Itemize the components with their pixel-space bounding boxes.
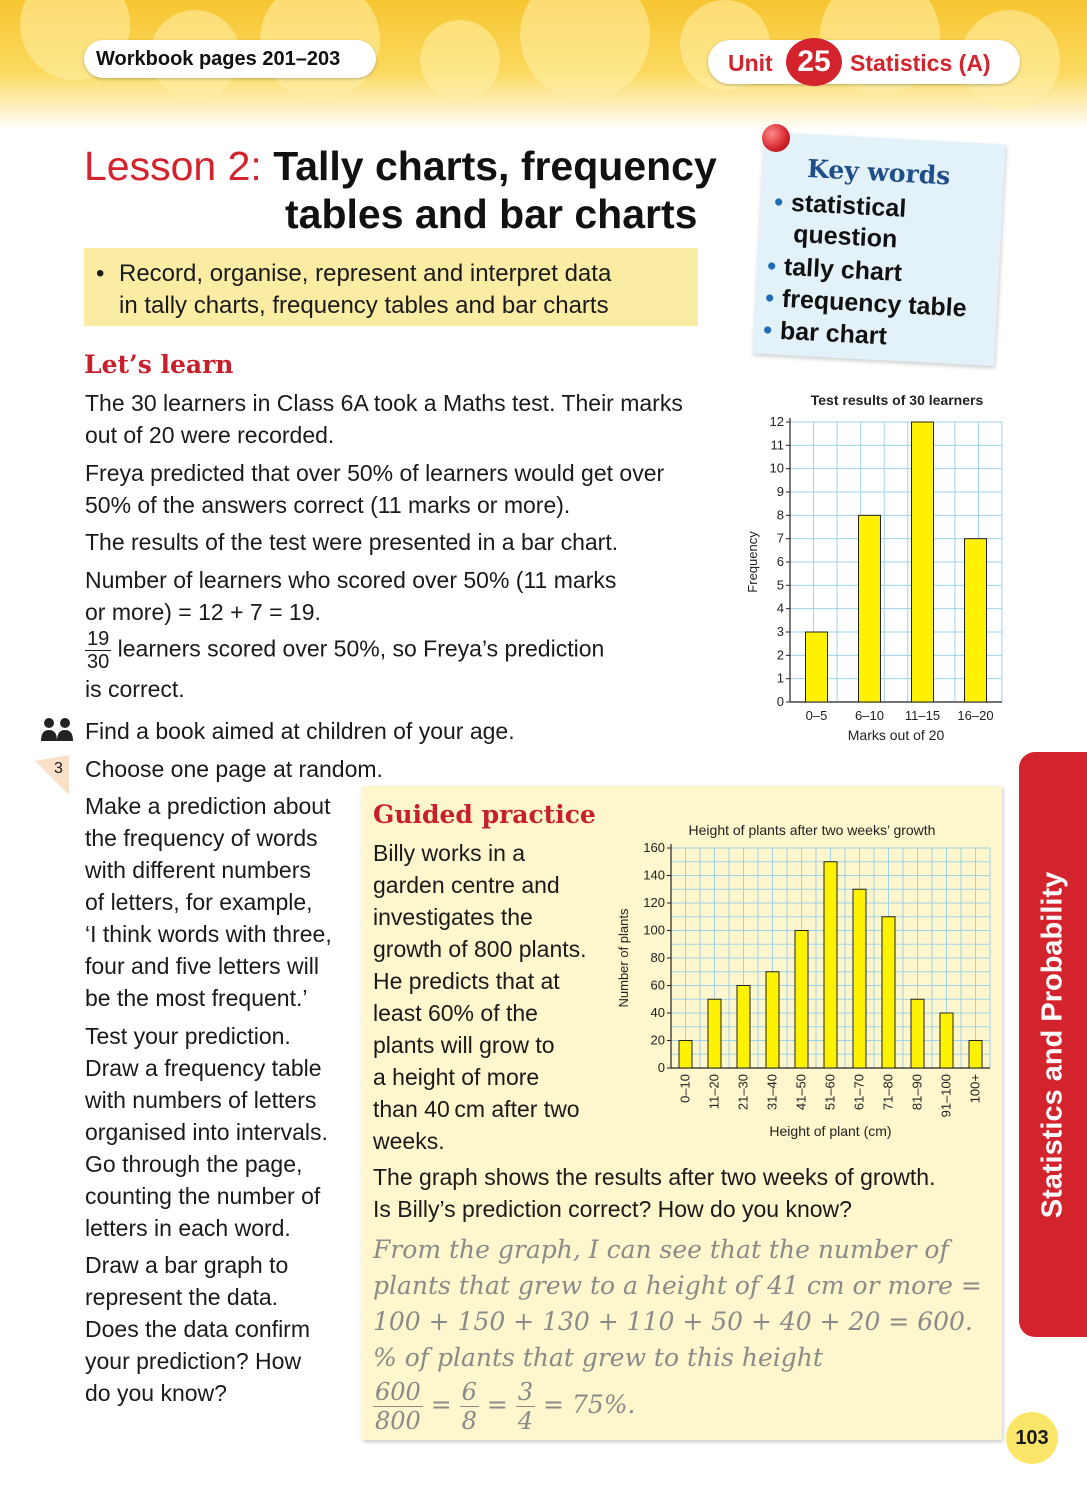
lesson-title bbox=[84, 142, 717, 238]
unit-badge bbox=[708, 40, 1020, 84]
x-axis-label: Height of plant (cm) bbox=[769, 1123, 892, 1139]
pushpin-icon bbox=[762, 124, 790, 152]
y-tick-label: 160 bbox=[643, 840, 665, 855]
fraction: $\frac{6}{8}$ bbox=[461, 1378, 477, 1435]
lesson-objective: • Record, organise, represent and interpret data in tally charts, frequency tables and bar charts bbox=[84, 248, 698, 326]
step-number: 3 bbox=[54, 760, 63, 777]
y-tick-label: 2 bbox=[776, 647, 784, 663]
y-axis-label: Number of plants bbox=[616, 908, 631, 1008]
bar bbox=[912, 422, 934, 702]
y-tick-label: 1 bbox=[776, 670, 784, 686]
step-text: Choose one page at random. bbox=[85, 756, 383, 782]
x-axis-label: Marks out of 20 bbox=[847, 727, 945, 743]
y-tick-label: 10 bbox=[769, 460, 784, 476]
key-word-item: question bbox=[792, 220, 899, 254]
x-tick-label: 71–80 bbox=[880, 1074, 896, 1111]
fraction: $\frac{19}{30}$ bbox=[87, 628, 110, 673]
chart-title: Test results of 30 learners bbox=[810, 392, 984, 408]
unit-title: Statistics (A) bbox=[850, 50, 991, 76]
pair-activity-text: Find a book aimed at children of your age. bbox=[85, 718, 515, 744]
x-tick-label: 91–100 bbox=[938, 1074, 954, 1118]
objective-line2: in tally charts, frequency tables and bar charts bbox=[119, 292, 609, 319]
x-tick-label: 11–20 bbox=[706, 1074, 722, 1110]
chart-title: Height of plants after two weeks’ growth bbox=[688, 822, 936, 838]
key-word-item: • bar chart bbox=[762, 316, 888, 351]
y-tick-label: 80 bbox=[650, 950, 665, 965]
bar bbox=[824, 862, 837, 1068]
page-number: 103 bbox=[1006, 1412, 1058, 1464]
lets-learn-text: $\frac{19}{30}$ learners scored over 50%, so Freya’s prediction is correct. bbox=[85, 628, 605, 702]
y-axis-label: Frequency bbox=[745, 531, 760, 593]
key-word-item: • frequency table bbox=[764, 284, 968, 323]
lets-learn-heading: Let’s learn bbox=[84, 350, 234, 379]
y-tick-label: 100 bbox=[643, 922, 665, 938]
x-tick-label: 61–70 bbox=[851, 1074, 867, 1111]
guided-question: The graph shows the results after two weeks of growth. Is Billy’s prediction correct? How do you know? bbox=[373, 1164, 936, 1222]
x-tick-label: 41–50 bbox=[793, 1074, 809, 1111]
y-tick-label: 9 bbox=[776, 484, 784, 499]
x-tick-label: 31–40 bbox=[764, 1074, 780, 1111]
y-tick-label: 5 bbox=[776, 577, 784, 593]
y-tick-label: 6 bbox=[776, 554, 784, 569]
x-tick-label: 11–15 bbox=[904, 708, 941, 723]
lets-learn-text: Freya predicted that over 50% of learners would get over 50% of the answers correct (11 marks or more). bbox=[85, 460, 665, 518]
bar bbox=[853, 889, 866, 1068]
bar bbox=[940, 1013, 953, 1068]
lesson-title-line2: tables and bar charts bbox=[285, 191, 698, 237]
y-tick-label: 11 bbox=[770, 437, 784, 453]
fraction: $\frac{3}{4}$ bbox=[517, 1378, 534, 1435]
lesson-title-line1: Tally charts, frequency bbox=[273, 143, 717, 189]
unit-label: Unit bbox=[728, 50, 773, 76]
y-tick-label: 140 bbox=[643, 867, 665, 883]
bar bbox=[882, 917, 895, 1068]
bar bbox=[708, 999, 721, 1068]
key-word-item: • tally chart bbox=[766, 252, 903, 288]
plant-heights-bar-chart bbox=[612, 818, 1000, 1148]
step-arrow-icon bbox=[33, 753, 73, 797]
lesson-prefix: Lesson 2: bbox=[84, 143, 262, 189]
lets-learn-text: Number of learners who scored over 50% (11 marks or more) = 12 + 7 = 19. bbox=[85, 567, 617, 625]
worked-answer: From the graph, I can see that the number of plants that grew to a height of 41 cm or more = 100 + 150 + 130 + 110 + 50 + 40 + 20 = 600. % of plants that grew to this height $\frac{600}{800}$ = $\frac{6}{8}$ = $\frac{3}{4}$ = 75%. bbox=[373, 1235, 982, 1435]
bar bbox=[795, 931, 808, 1069]
bar bbox=[806, 632, 828, 702]
x-tick-label: 51–60 bbox=[822, 1074, 838, 1111]
workbook-pages-label: Workbook pages 201–203 bbox=[84, 40, 376, 78]
y-tick-label: 12 bbox=[769, 414, 784, 429]
activity-lines-2: Test your prediction. Draw a frequency table with numbers of letters organised into intervals. Go through the page, counting the number of letters in each word. bbox=[85, 1023, 328, 1241]
lets-learn-text: The results of the test were presented in a bar chart. bbox=[85, 529, 619, 555]
bar bbox=[679, 1041, 692, 1069]
bar bbox=[737, 986, 750, 1069]
activity-lines-1: Make a prediction about the frequency of words with different numbers of letters, for example, ‘I think words with three, four and five letters will be the most frequent.’ bbox=[85, 793, 332, 1011]
x-tick-label: 0–5 bbox=[805, 708, 828, 723]
y-tick-label: 7 bbox=[776, 530, 784, 546]
y-tick-label: 40 bbox=[650, 1005, 665, 1020]
y-tick-label: 0 bbox=[657, 1060, 665, 1075]
pair-work-icon bbox=[40, 717, 74, 743]
test-results-bar-chart bbox=[735, 386, 1010, 748]
y-tick-label: 4 bbox=[776, 600, 784, 616]
guided-practice-heading: Guided practice bbox=[373, 800, 596, 829]
x-tick-label: 81–90 bbox=[909, 1074, 925, 1111]
bar bbox=[965, 539, 987, 702]
bar bbox=[969, 1041, 982, 1069]
objective-line1: Record, organise, represent and interpret data bbox=[119, 260, 612, 287]
activity-lines-3: Draw a bar graph to represent the data. Does the data confirm your prediction? How do you know? bbox=[85, 1252, 311, 1406]
y-tick-label: 0 bbox=[776, 694, 784, 709]
bar bbox=[859, 515, 881, 702]
y-tick-label: 3 bbox=[776, 624, 784, 639]
x-tick-label: 16–20 bbox=[957, 708, 994, 723]
x-tick-label: 0–10 bbox=[677, 1074, 693, 1103]
unit-number: 25 bbox=[786, 38, 842, 86]
lets-learn-text: The 30 learners in Class 6A took a Maths test. Their marks out of 20 were recorded. bbox=[85, 390, 683, 448]
x-tick-label: 21–30 bbox=[735, 1074, 751, 1111]
fraction: $\frac{600}{800}$ bbox=[375, 1378, 421, 1435]
key-word-item: • statistical bbox=[773, 188, 907, 223]
y-tick-label: 60 bbox=[650, 977, 665, 993]
y-tick-label: 120 bbox=[643, 895, 665, 910]
y-tick-label: 20 bbox=[650, 1032, 665, 1048]
x-tick-label: 6–10 bbox=[855, 708, 884, 723]
x-tick-label: 100+ bbox=[967, 1074, 983, 1104]
guided-practice-text: Billy works in a garden centre and investigates the growth of 800 plants. He predicts that at least 60% of the plants will grow to a height of more than 40 cm after two weeks. bbox=[373, 840, 587, 1154]
bar bbox=[911, 999, 924, 1068]
section-tab-label: Statistics and Probability bbox=[1036, 871, 1069, 1218]
y-tick-label: 8 bbox=[776, 507, 784, 523]
key-words-title: Key words bbox=[806, 154, 952, 191]
bar bbox=[766, 972, 779, 1068]
